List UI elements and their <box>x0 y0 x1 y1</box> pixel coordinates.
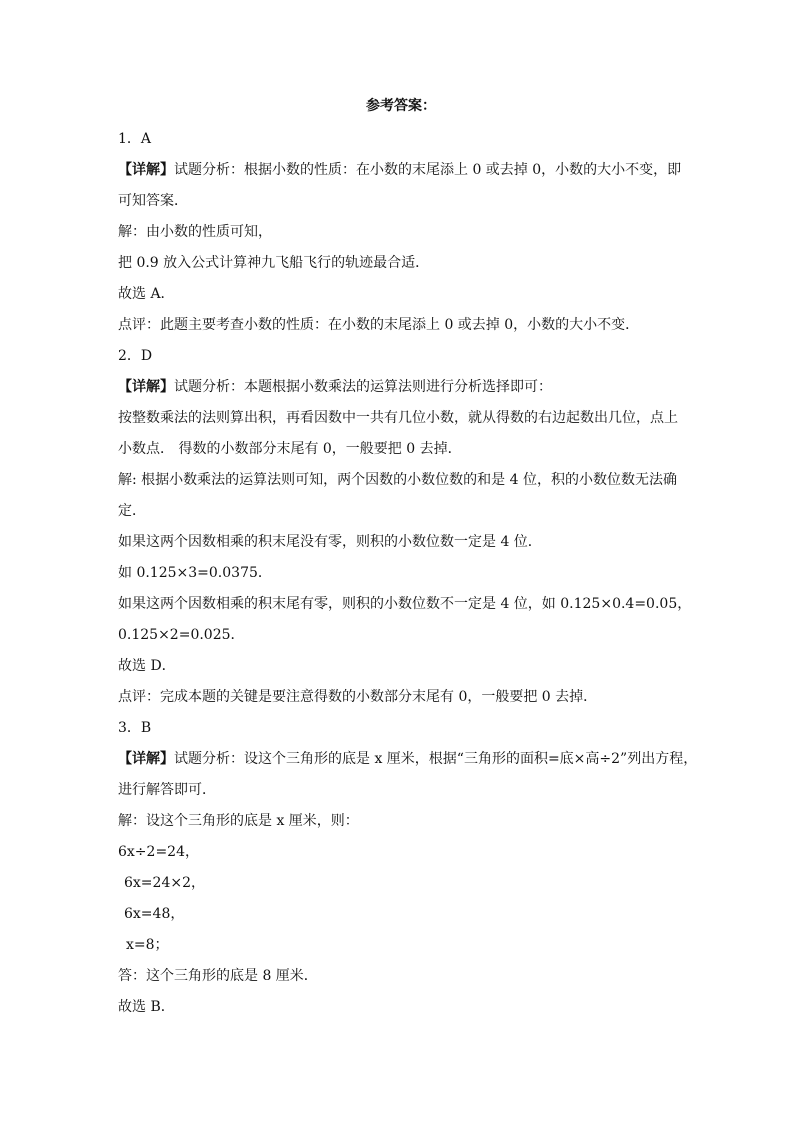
q3-answer: 答：这个三角形的底是 8 厘米． <box>118 968 318 984</box>
q2-rule-line-1: 按整数乘法的法则算出积，再看因数中一共有几位小数，就从得数的右边起数出几位，点上 <box>118 410 678 426</box>
q1-solution-line-1: 解：由小数的性质可知， <box>118 224 272 240</box>
q3-equation-2: 6x=24×2， <box>124 875 205 891</box>
q2-analysis-line-1 <box>118 372 684 403</box>
q3-equation-4: x=8； <box>126 937 169 953</box>
q3-equation-3: 6x=48， <box>124 906 185 922</box>
q2-number: 2．D <box>118 348 153 364</box>
q1-analysis-text: 试题分析：根据小数的性质：在小数的末尾添上 0 或去掉 0，小数的大小不变，即 <box>174 162 682 178</box>
q2-case-2-line-1: 如果这两个因数相乘的积末尾有零，则积的小数位数不一定是 4 位，如 0.125×0.4=0.05， <box>118 596 692 612</box>
q3-analysis-line-1 <box>118 744 698 775</box>
q2-analysis-text: 试题分析：本题根据小数乘法的运算法则进行分析选择即可： <box>174 379 552 395</box>
q1-detail-tag: 【详解】 <box>118 162 174 178</box>
q2-choice: 故选 D． <box>118 658 176 674</box>
q1-solution-line-2: 把 0.9 放入公式计算神九飞船飞行的轨迹最合适． <box>118 255 430 271</box>
q3-equation-1: 6x÷2=24， <box>118 844 199 860</box>
q2-case-1: 如果这两个因数相乘的积末尾没有零，则积的小数位数一定是 4 位． <box>118 534 542 550</box>
q3-number: 3．B <box>118 720 152 736</box>
q3-choice: 故选 B． <box>118 999 175 1015</box>
q2-comment: 点评：完成本题的关键是要注意得数的小数部分末尾有 0，一般要把 0 去掉． <box>118 689 598 705</box>
q1-comment: 点评：此题主要考查小数的性质：在小数的末尾添上 0 或去掉 0，小数的大小不变． <box>118 317 640 333</box>
q2-detail-tag: 【详解】 <box>118 379 174 395</box>
q3-analysis-text: 试题分析：设这个三角形的底是 x 厘米，根据“三角形的面积=底×高÷2”列出方程， <box>174 751 698 767</box>
q1-number: 1．A <box>118 131 152 147</box>
q3-solution-line-1: 解：设这个三角形的底是 x 厘米，则： <box>118 813 359 829</box>
q2-case-2-line-2: 0.125×2=0.025． <box>118 627 245 643</box>
q2-solution-line-2: 定． <box>118 503 146 519</box>
q1-analysis-line-2: 可知答案． <box>118 193 188 209</box>
q2-solution-line-1: 解: 根据小数乘法的运算法则可知，两个因数的小数位数的和是 4 位，积的小数位数无法确 <box>118 472 677 488</box>
q1-analysis-line-1 <box>118 155 684 186</box>
q1-choice: 故选 A． <box>118 286 175 302</box>
q3-analysis-line-2: 进行解答即可． <box>118 782 216 798</box>
page-title: 参考答案： <box>366 98 436 114</box>
q2-rule-line-2: 小数点． 得数的小数部分末尾有 0，一般要把 0 去掉． <box>118 441 462 457</box>
answer-content <box>118 96 698 1023</box>
q3-detail-tag: 【详解】 <box>118 751 174 767</box>
q2-example-1: 如 0.125×3=0.0375． <box>118 565 272 581</box>
